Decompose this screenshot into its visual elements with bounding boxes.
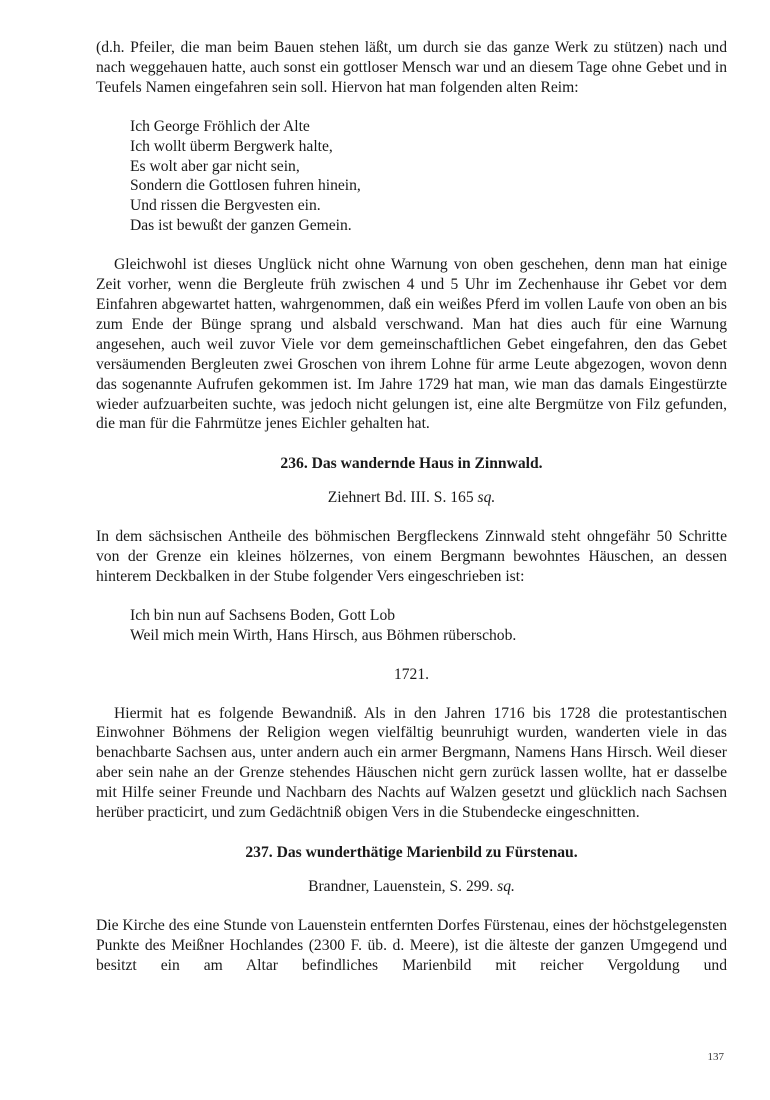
verse-line: Das ist bewußt der ganzen Gemein. [130, 217, 352, 235]
page-content [96, 38, 727, 976]
section-237-paragraph: Die Kirche des eine Stunde von Lauenstein entfernten Dorfes Fürstenau, eines der höchstgelegensten Punkte des Meißner Hochlandes (2300 F. üb. d. Meere), ist die älteste der ganzen Umgegend und besitzt ein am Altar befindliches Marienbild mit reicher Vergoldung und [96, 916, 727, 974]
section-236-source [96, 488, 727, 508]
verse-line: Weil mich mein Wirth, Hans Hirsch, aus Böhmen rüberschob. [130, 626, 517, 644]
source-italic: sq. [497, 877, 515, 895]
intro-paragraph: (d.h. Pfeiler, die man beim Bauen stehen läßt, um durch sie das ganze Werk zu stützen) nach und nach weggehauen hatte, auch sonst ein gottloser Mensch war und an diesem Tage ohne Gebet und in Teufels Namen eingefahren sein soll. Hiervon hat man folgenden alten Reim: [96, 39, 727, 96]
verse-year: 1721. [393, 665, 430, 683]
verse-line: Sondern die Gottlosen fuhren hinein, [130, 177, 361, 195]
page-number: 137 [707, 1051, 724, 1063]
verse-line: Es wolt aber gar nicht sein, [130, 157, 300, 175]
source-italic: sq. [477, 489, 496, 507]
verse-line: Ich wollt überm Bergwerk halte, [130, 137, 333, 155]
verse-line: Und rissen die Bergvesten ein. [130, 197, 321, 215]
paragraph-warning: Gleichwohl ist dieses Unglück nicht ohne Warnung von oben geschehen, denn man hat einige Zeit vorher, wenn die Bergleute früh zwischen 4 und 5 Uhr im Zechenhause ihr Gebet vor dem Einfahren abgewartet hatten, wahrgenommen, daß ein weißes Pferd im vollen Laufe von oben an bis zum Ende der Bünge sprang und alsbald verschwand. Man hat dies auch für eine Warnung angesehen, auch weil zuvor Viele vor dem gemeinschaftlichen Gebet eingefahren, den das Gebet versäumenden Bergleuten zwei Groschen von ihrem Lohne für arme Leute abgezogen, wovon denn das sogenannte Aufrufen gekommen ist. Im Jahre 1729 hat man, wie man das damals Eingestürzte wieder aufzuarbeiten suchte, was jedoch nicht gelungen ist, eine alte Bergmütze von Filz gefunden, die man für die Fahrmütze jenes Eichler gehalten hat. [96, 256, 727, 433]
section-236-title: 236. Das wandernde Haus in Zinnwald. [280, 455, 543, 473]
verse-line: Ich bin nun auf Sachsens Boden, Gott Lob [130, 606, 396, 624]
verse-zinnwald [96, 606, 727, 646]
section-236-paragraph-2: Hiermit hat es folgende Bewandniß. Als in den Jahren 1716 bis 1728 die protestantischen Einwohner Böhmens der Religion wegen vielfältig beunruhigt wurden, wanderten viele in das benachbarte Sachsen aus, unter andern auch ein armer Bergmann, Namens Hans Hirsch. Weil dieser aber sein nahe an der Grenze stehendes Häuschen nicht gern zurück lassen wollte, hat er dasselbe mit Hilfe seiner Freunde und Nachbarn des Nachts auf Walzen gesetzt und glücklich nach Sachsen herüber practicirt, und zum Gedächtniß obigen Vers in die Stubendecke eingeschnitten. [96, 704, 727, 822]
section-237-title: 237. Das wunderthätige Marienbild zu Fürstenau. [245, 844, 578, 861]
verse-line: Ich George Fröhlich der Alte [130, 117, 310, 135]
section-236-paragraph: In dem sächsischen Antheile des böhmischen Bergfleckens Zinnwald steht ohngefähr 50 Schritte von der Grenze ein kleines hölzernes, von einem Bergmann bewohntes Häuschen, an dessen hinterem Deckbalken in der Stube folgender Vers eingeschrieben ist: [96, 528, 727, 585]
verse-fröhlich [96, 117, 727, 236]
source-text: Ziehnert Bd. III. S. 165 [327, 489, 478, 507]
section-237-source [96, 877, 727, 897]
source-text: Brandner, Lauenstein, S. 299. [308, 877, 498, 895]
